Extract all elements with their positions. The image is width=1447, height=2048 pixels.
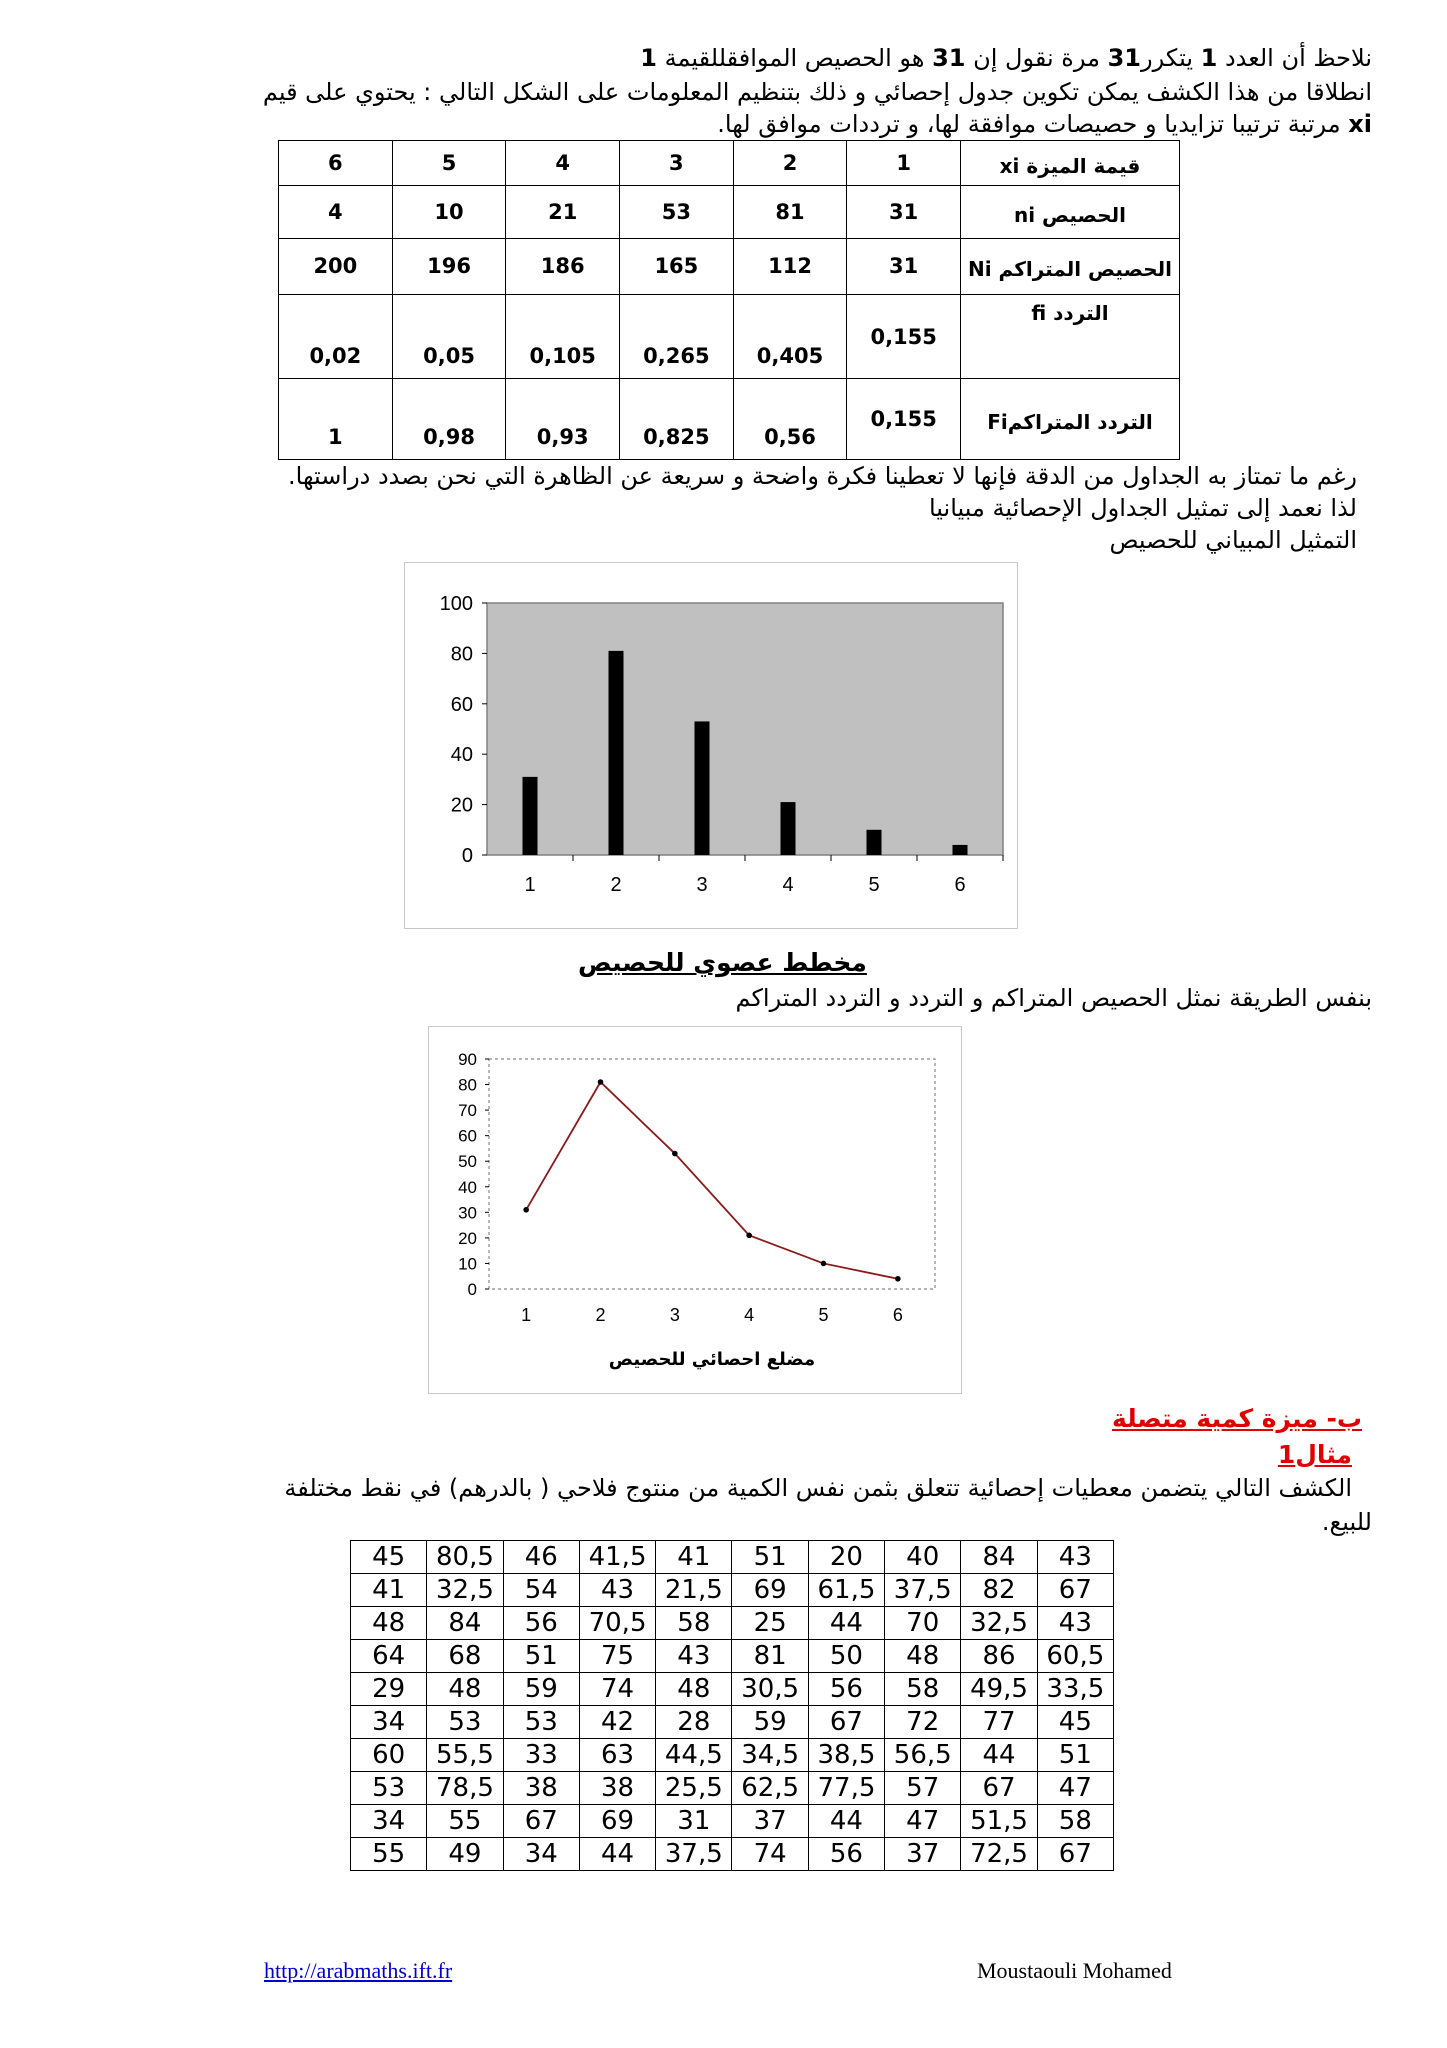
stats-cell: 10 [392, 185, 506, 238]
price-cell: 48 [427, 1673, 503, 1706]
price-cell: 74 [732, 1838, 808, 1871]
stats-row-label: قيمة الميزة xi [961, 141, 1180, 186]
price-cell: 86 [961, 1640, 1037, 1673]
price-cell: 43 [579, 1574, 655, 1607]
line-chart-series [526, 1082, 898, 1279]
price-cell: 84 [961, 1541, 1037, 1574]
price-cell: 80,5 [427, 1541, 503, 1574]
line-chart-point [672, 1151, 678, 1157]
price-cell: 58 [885, 1673, 961, 1706]
price-cell: 69 [732, 1574, 808, 1607]
price-row [351, 1706, 1114, 1739]
text-line-precision: رغم ما تمتاز به الجداول من الدقة فإنها لا تعطينا فكرة واضحة و سريعة عن الظاهرة التي نحن بصدد دراستها. [288, 462, 1357, 490]
stats-row [279, 238, 1180, 295]
line-chart-x-tick-label: 5 [818, 1305, 829, 1325]
stats-cell: 196 [392, 238, 506, 295]
price-row [351, 1541, 1114, 1574]
price-data-table [350, 1540, 1114, 1871]
price-cell: 31 [656, 1805, 732, 1838]
price-cell: 25 [732, 1607, 808, 1640]
price-cell: 78,5 [427, 1772, 503, 1805]
price-cell: 48 [351, 1607, 427, 1640]
price-cell: 64 [351, 1640, 427, 1673]
price-cell: 38 [503, 1772, 579, 1805]
price-cell: 51 [1037, 1739, 1113, 1772]
price-cell: 50 [808, 1640, 884, 1673]
price-cell: 45 [351, 1541, 427, 1574]
bar-chart-y-tick-label: 60 [450, 693, 473, 716]
line-chart-y-tick-label: 60 [458, 1126, 477, 1146]
price-cell: 77 [961, 1706, 1037, 1739]
price-cell: 49,5 [961, 1673, 1037, 1706]
price-cell: 44,5 [656, 1739, 732, 1772]
price-cell: 53 [351, 1772, 427, 1805]
stats-cell: 4 [279, 185, 393, 238]
price-cell: 48 [656, 1673, 732, 1706]
price-cell: 43 [1037, 1607, 1113, 1640]
price-cell: 20 [808, 1541, 884, 1574]
stats-cell: 1 [847, 141, 961, 186]
price-cell: 41,5 [579, 1541, 655, 1574]
price-row [351, 1574, 1114, 1607]
stats-row-label: التردد fi [961, 295, 1180, 378]
price-row [351, 1772, 1114, 1805]
stats-cell: 0,56 [733, 378, 847, 459]
price-row [351, 1739, 1114, 1772]
bar [609, 651, 624, 855]
line-chart-x-tick-label: 6 [892, 1305, 903, 1325]
price-cell: 34 [351, 1805, 427, 1838]
price-cell: 45 [1037, 1706, 1113, 1739]
price-cell: 53 [427, 1706, 503, 1739]
stats-cell: 0,265 [620, 295, 734, 378]
stats-cell: 0,98 [392, 378, 506, 459]
line-chart-point [746, 1233, 752, 1239]
bar-chart-y-tick-label: 20 [450, 794, 473, 817]
line-chart-x-tick-label: 2 [595, 1305, 606, 1325]
stats-cell: 200 [279, 238, 393, 295]
stats-cell: 31 [847, 185, 961, 238]
price-cell: 67 [503, 1805, 579, 1838]
price-cell: 59 [503, 1673, 579, 1706]
bar-chart-x-tick-label: 2 [610, 874, 622, 896]
stats-cell: 112 [733, 238, 847, 295]
price-cell: 72,5 [961, 1838, 1037, 1871]
price-cell: 37 [732, 1805, 808, 1838]
bar [781, 802, 796, 855]
bar [695, 721, 710, 855]
price-cell: 44 [961, 1739, 1037, 1772]
intro-line-3: xi مرتبة ترتيبا تزايديا و حصيصات موافقة لها، و ترددات موافق لها. [717, 110, 1372, 138]
price-cell: 56 [808, 1673, 884, 1706]
price-cell: 43 [1037, 1541, 1113, 1574]
price-cell: 57 [885, 1772, 961, 1805]
stats-cell: 21 [506, 185, 620, 238]
price-cell: 67 [1037, 1838, 1113, 1871]
price-cell: 34,5 [732, 1739, 808, 1772]
price-cell: 56 [503, 1607, 579, 1640]
price-cell: 62,5 [732, 1772, 808, 1805]
bar-chart-x-tick-label: 3 [696, 874, 708, 896]
price-cell: 55 [351, 1838, 427, 1871]
price-cell: 77,5 [808, 1772, 884, 1805]
line-chart-y-tick-label: 90 [458, 1050, 477, 1069]
stats-cell: 0,825 [620, 378, 734, 459]
stats-cell: 0,93 [506, 378, 620, 459]
stats-cell: 186 [506, 238, 620, 295]
stats-cell: 5 [392, 141, 506, 186]
stats-cell: 81 [733, 185, 847, 238]
price-cell: 63 [579, 1739, 655, 1772]
stats-row [279, 378, 1180, 459]
stats-row-label: الحصيص ni [961, 185, 1180, 238]
stats-row [279, 141, 1180, 186]
price-cell: 70 [885, 1607, 961, 1640]
price-cell: 37,5 [656, 1838, 732, 1871]
price-cell: 41 [351, 1574, 427, 1607]
price-cell: 59 [732, 1706, 808, 1739]
line-chart-y-tick-label: 80 [458, 1075, 477, 1095]
stats-cell: 0,155 [847, 378, 961, 459]
price-cell: 81 [732, 1640, 808, 1673]
stats-cell: 31 [847, 238, 961, 295]
price-cell: 54 [503, 1574, 579, 1607]
bar [523, 777, 538, 855]
price-cell: 37 [885, 1838, 961, 1871]
price-cell: 75 [579, 1640, 655, 1673]
line-chart [429, 1027, 961, 1393]
price-cell: 43 [656, 1640, 732, 1673]
line-chart-x-tick-label: 1 [521, 1305, 532, 1325]
price-cell: 60,5 [1037, 1640, 1113, 1673]
price-row [351, 1673, 1114, 1706]
line-chart-y-tick-label: 40 [458, 1177, 477, 1197]
price-cell: 28 [656, 1706, 732, 1739]
price-cell: 38 [579, 1772, 655, 1805]
price-cell: 41 [656, 1541, 732, 1574]
stats-cell: 0,02 [279, 295, 393, 378]
price-row [351, 1838, 1114, 1871]
price-row [351, 1607, 1114, 1640]
line-chart-frame [428, 1026, 962, 1394]
bar-chart-x-tick-label: 6 [954, 874, 966, 896]
price-row [351, 1640, 1114, 1673]
price-cell: 55,5 [427, 1739, 503, 1772]
intro-line-2: انطلاقا من هذا الكشف يمكن تكوين جدول إحصائي و ذلك بتنظيم المعلومات على الشكل التالي : يحتوي على قيم [262, 78, 1372, 106]
price-cell: 56,5 [885, 1739, 961, 1772]
line-chart-point [523, 1207, 529, 1213]
price-cell: 37,5 [885, 1574, 961, 1607]
example-1-label: مثال1 [1277, 1440, 1352, 1469]
bar-chart [405, 563, 1017, 928]
stats-cell: 1 [279, 378, 393, 459]
stats-row-label: التردد المتراكمFi [961, 378, 1180, 459]
price-cell: 74 [579, 1673, 655, 1706]
price-cell: 29 [351, 1673, 427, 1706]
price-cell: 25,5 [656, 1772, 732, 1805]
line-chart-x-tick-label: 4 [744, 1305, 755, 1325]
price-cell: 51 [503, 1640, 579, 1673]
stats-row [279, 185, 1180, 238]
price-cell: 34 [503, 1838, 579, 1871]
price-cell: 44 [579, 1838, 655, 1871]
line-chart-y-tick-label: 30 [458, 1203, 477, 1223]
bar-chart-y-tick-label: 80 [450, 643, 473, 666]
price-cell: 67 [1037, 1574, 1113, 1607]
price-cell: 33,5 [1037, 1673, 1113, 1706]
price-cell: 44 [808, 1607, 884, 1640]
bar-chart-plot-area [487, 603, 1003, 855]
price-cell: 68 [427, 1640, 503, 1673]
price-cell: 67 [961, 1772, 1037, 1805]
price-cell: 40 [885, 1541, 961, 1574]
price-cell: 49 [427, 1838, 503, 1871]
stats-cell: 165 [620, 238, 734, 295]
price-cell: 47 [885, 1805, 961, 1838]
price-cell: 55 [427, 1805, 503, 1838]
bar-chart-y-tick-label: 0 [461, 845, 473, 867]
price-cell: 58 [1037, 1805, 1113, 1838]
price-cell: 42 [579, 1706, 655, 1739]
price-cell: 60 [351, 1739, 427, 1772]
section-b-line-1: الكشف التالي يتضمن معطيات إحصائية تتعلق بثمن نفس الكمية من منتوج فلاحي ( بالدرهم) في نقط مختلفة [284, 1474, 1352, 1502]
section-b-line-2: للبيع. [1321, 1508, 1372, 1536]
stats-cell: 0,405 [733, 295, 847, 378]
line-chart-point [598, 1079, 604, 1085]
line-chart-point [821, 1261, 827, 1267]
price-cell: 48 [885, 1640, 961, 1673]
price-cell: 47 [1037, 1772, 1113, 1805]
price-cell: 61,5 [808, 1574, 884, 1607]
footer-link[interactable]: http://arabmaths.ift.fr [264, 1958, 453, 1983]
line-chart-y-tick-label: 0 [467, 1280, 477, 1299]
line-chart-plot-area [489, 1059, 935, 1289]
price-cell: 38,5 [808, 1739, 884, 1772]
text-line-graph-title: التمثيل المبياني للحصيص [1109, 526, 1357, 554]
price-cell: 51,5 [961, 1805, 1037, 1838]
section-b-title: ب- ميزة كمية متصلة [1112, 1404, 1362, 1433]
price-cell: 33 [503, 1739, 579, 1772]
line-chart-point [895, 1276, 901, 1282]
stats-cell: 53 [620, 185, 734, 238]
price-cell: 67 [808, 1706, 884, 1739]
bar-chart-x-tick-label: 4 [782, 874, 794, 896]
price-cell: 56 [808, 1838, 884, 1871]
bar [867, 830, 882, 855]
stats-cell: 2 [733, 141, 847, 186]
footer-author: Moustaouli Mohamed [977, 1958, 1172, 1983]
bar-chart-caption: مخطط عصوي للحصيص [578, 948, 867, 977]
bar-chart-x-tick-label: 1 [524, 874, 536, 896]
bar-chart-frame [404, 562, 1018, 929]
xi-symbol: xi [1348, 110, 1372, 138]
price-cell: 30,5 [732, 1673, 808, 1706]
line-chart-y-tick-label: 20 [458, 1228, 477, 1248]
price-cell: 69 [579, 1805, 655, 1838]
price-cell: 72 [885, 1706, 961, 1739]
price-cell: 84 [427, 1607, 503, 1640]
stats-cell: 6 [279, 141, 393, 186]
price-cell: 82 [961, 1574, 1037, 1607]
stats-cell: 3 [620, 141, 734, 186]
stats-row-label: الحصيص المتراكم Ni [961, 238, 1180, 295]
price-cell: 32,5 [427, 1574, 503, 1607]
price-cell: 46 [503, 1541, 579, 1574]
bar [953, 845, 968, 855]
bar-chart-y-tick-label: 40 [450, 744, 473, 767]
stats-cell: 0,105 [506, 295, 620, 378]
price-row [351, 1805, 1114, 1838]
text-line-same-method: بنفس الطريقة نمثل الحصيص المتراكم و التردد و التردد المتراكم [735, 984, 1372, 1012]
price-cell: 34 [351, 1706, 427, 1739]
line-chart-y-tick-label: 10 [458, 1254, 477, 1274]
intro-line-1: نلاحظ أن العدد 1 يتكرر31 مرة نقول إن 31 هو الحصيص الموافقللقيمة 1 [640, 44, 1372, 72]
price-cell: 51 [732, 1541, 808, 1574]
line-chart-x-axis-label: مضلع احصائي للحصيص [608, 1349, 816, 1370]
stats-row [279, 295, 1180, 378]
bar-chart-y-tick-label: 100 [439, 593, 473, 615]
stats-cell: 4 [506, 141, 620, 186]
stats-cell: 0,05 [392, 295, 506, 378]
price-cell: 70,5 [579, 1607, 655, 1640]
line-chart-x-tick-label: 3 [669, 1305, 680, 1325]
statistics-table [278, 140, 1180, 460]
price-cell: 32,5 [961, 1607, 1037, 1640]
price-cell: 53 [503, 1706, 579, 1739]
line-chart-y-tick-label: 70 [458, 1101, 477, 1121]
price-cell: 58 [656, 1607, 732, 1640]
price-cell: 44 [808, 1805, 884, 1838]
price-cell: 21,5 [656, 1574, 732, 1607]
stats-cell: 0,155 [847, 295, 961, 378]
text-line-graph-intro: لذا نعمد إلى تمثيل الجداول الإحصائية مبيانيا [928, 494, 1357, 522]
bar-chart-x-tick-label: 5 [868, 874, 880, 896]
line-chart-y-tick-label: 50 [458, 1152, 477, 1172]
